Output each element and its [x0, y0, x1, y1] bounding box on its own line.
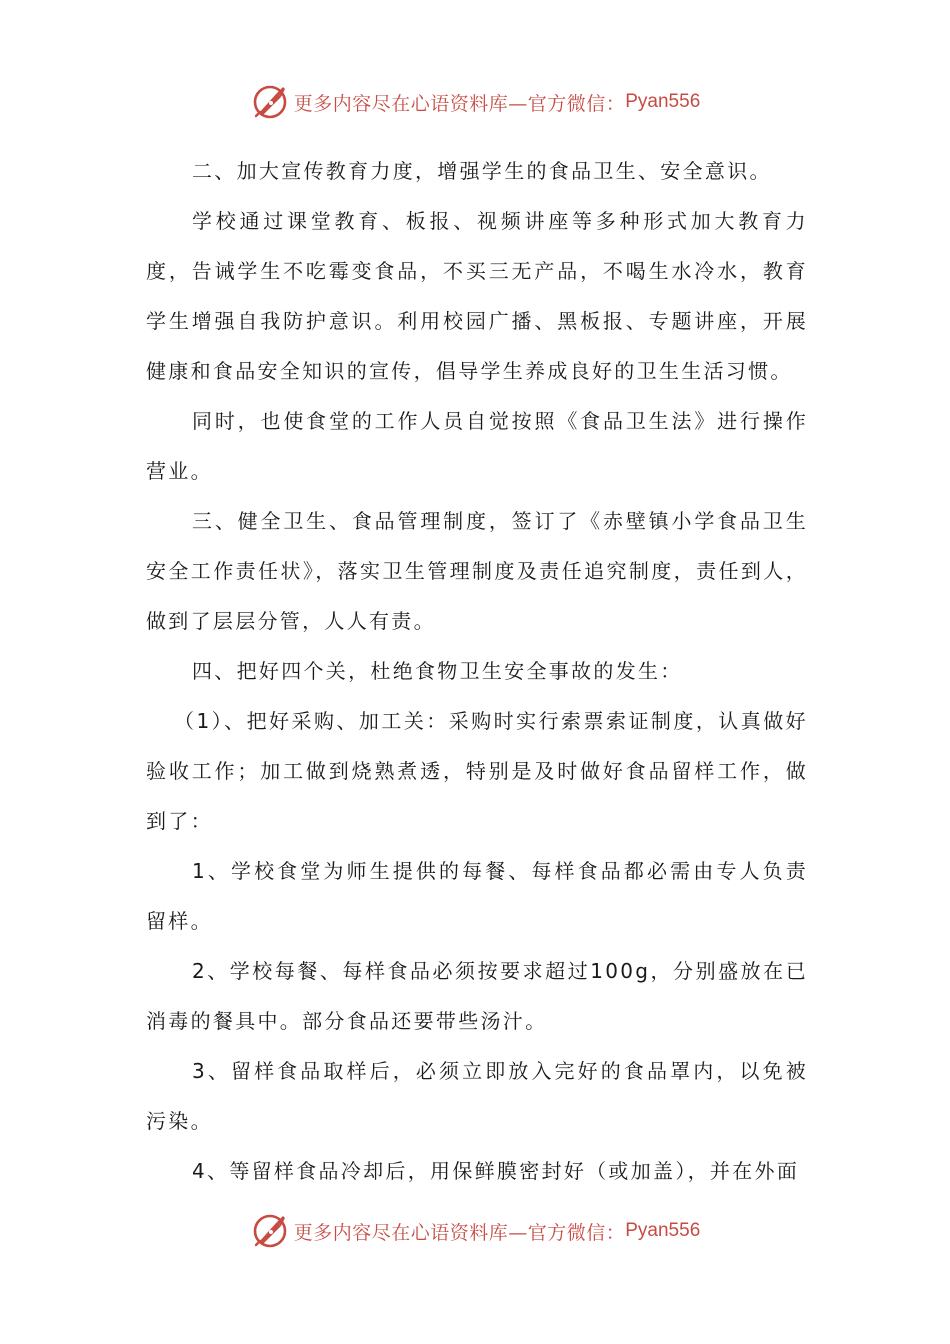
paragraph-procurement: （1）、把好采购、加工关：采购时实行索票索证制度，认真做好验收工作；加工做到烧熟煮透，特别是及时做好食品留样工作，做到了： — [146, 709, 808, 833]
pen-nib-logo-icon — [250, 1211, 290, 1251]
list-item-1: 1、学校食堂为师生提供的每餐、每样食品都必需由专人负责留样。 — [146, 859, 808, 933]
footer-watermark-banner — [0, 1209, 950, 1253]
watermark-contact: Pyan556 — [625, 1220, 701, 1241]
watermark-contact: Pyan556 — [625, 91, 701, 112]
list-item-3: 3、留样食品取样后，必须立即放入完好的食品罩内，以免被污染。 — [146, 1059, 808, 1133]
pen-nib-logo-icon — [250, 82, 290, 122]
paragraph-education: 学校通过课堂教育、板报、视频讲座等多种形式加大教育力度，告诫学生不吃霉变食品，不买三无产品，不喝生水冷水，教育学生增强自我防护意识。利用校园广播、黑板报、专题讲座，开展健康和食品安全知识的宣传，倡导学生养成良好的卫生生活习惯。 — [146, 209, 808, 383]
watermark-text: 更多内容尽在心语资料库—官方微信： — [293, 92, 626, 115]
watermark-text: 更多内容尽在心语资料库—官方微信： — [293, 1221, 626, 1244]
document-body — [146, 146, 808, 1196]
list-item-4: 4、等留样食品冷却后，用保鲜膜密封好（或加盖），并在外面 — [192, 1159, 800, 1183]
section-heading-4: 四、把好四个关，杜绝食物卫生安全事故的发生： — [192, 659, 683, 683]
section-heading-2: 二、加大宣传教育力度，增强学生的食品卫生、安全意识。 — [192, 159, 772, 183]
section-heading-3: 三、健全卫生、食品管理制度，签订了《赤壁镇小学食品卫生安全工作责任状》，落实卫生管理制度及责任追究制度，责任到人，做到了层层分管，人人有责。 — [146, 509, 808, 633]
list-item-2: 2、学校每餐、每样食品必须按要求超过100g，分别盛放在已消毒的餐具中。部分食品还要带些汤汁。 — [146, 959, 808, 1033]
paragraph-canteen-staff: 同时，也使食堂的工作人员自觉按照《食品卫生法》进行操作营业。 — [146, 409, 808, 483]
header-watermark-banner — [0, 80, 950, 124]
